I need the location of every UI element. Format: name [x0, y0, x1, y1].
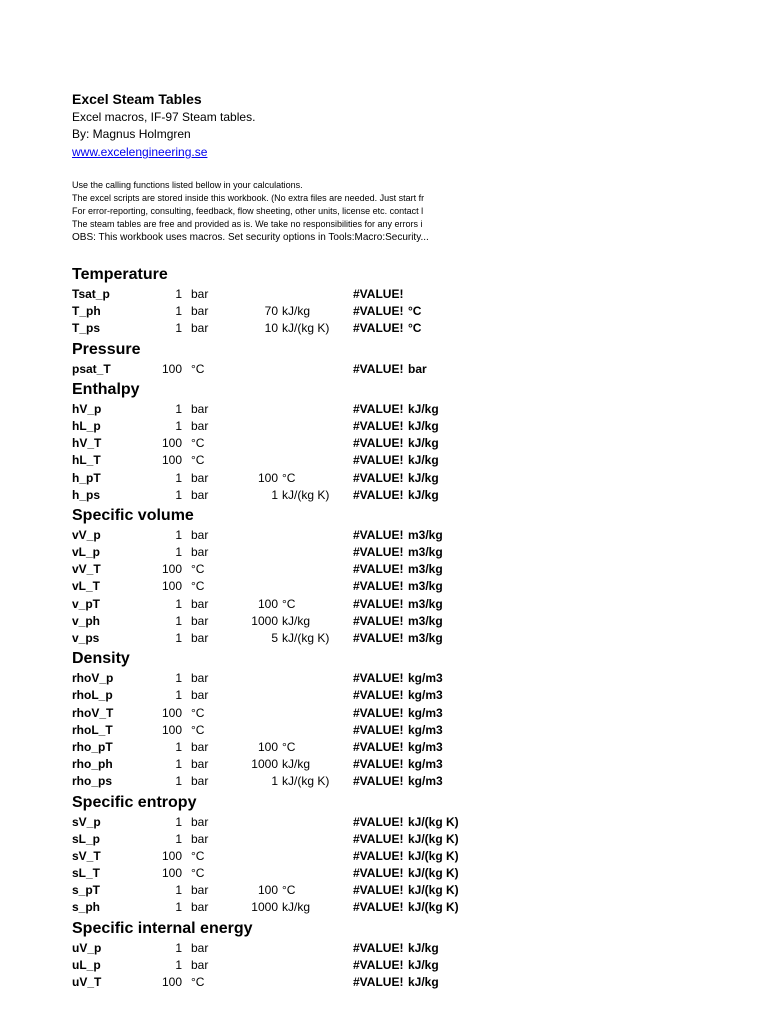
input1-value-cell[interactable]: 1 — [175, 613, 182, 628]
input1-value-cell[interactable]: 1 — [175, 814, 182, 829]
result-unit-cell[interactable]: kg/m3 — [408, 757, 443, 772]
table-row — [72, 561, 478, 578]
input1-unit-cell[interactable]: bar — [191, 304, 209, 319]
table-row — [72, 286, 478, 303]
input1-value-cell[interactable]: 100 — [161, 579, 182, 594]
input1-unit-cell[interactable]: bar — [191, 596, 209, 611]
input1-value-cell[interactable]: 1 — [175, 470, 182, 485]
input1-unit-cell[interactable]: °C — [191, 848, 205, 863]
result-unit-cell[interactable]: kJ/(kg K) — [408, 883, 459, 898]
table-row — [72, 435, 478, 452]
input2-value-cell[interactable]: 1000 — [251, 757, 278, 772]
input1-value-cell[interactable]: 1 — [175, 774, 182, 789]
input1-value-cell[interactable]: 100 — [161, 848, 182, 863]
input2-value-cell[interactable]: 100 — [257, 470, 278, 485]
note-line: The steam tables are free and provided as is. We take no responsibilities for any errors i — [72, 219, 423, 229]
result-unit-cell[interactable]: kJ/(kg K) — [408, 866, 459, 881]
result-cell[interactable]: #VALUE! — [353, 596, 404, 611]
function-name-cell[interactable]: hV_T — [72, 436, 102, 451]
input1-unit-cell[interactable]: °C — [191, 722, 205, 737]
result-cell[interactable]: #VALUE! — [353, 527, 404, 542]
result-cell[interactable]: #VALUE! — [353, 631, 404, 645]
result-cell[interactable]: #VALUE! — [353, 613, 404, 628]
result-unit-cell[interactable]: kg/m3 — [408, 774, 443, 789]
result-cell[interactable]: #VALUE! — [353, 705, 404, 720]
result-cell[interactable]: #VALUE! — [353, 940, 404, 955]
result-cell[interactable]: #VALUE! — [353, 688, 404, 703]
table-row — [72, 418, 478, 435]
input1-unit-cell[interactable]: bar — [191, 545, 209, 560]
input2-unit-cell[interactable]: kJ/(kg K) — [282, 487, 330, 502]
note-line: Use the calling functions listed bellow in your calculations. — [72, 180, 303, 190]
result-cell[interactable]: #VALUE! — [353, 866, 404, 881]
table-row — [72, 670, 478, 687]
function-name-cell[interactable]: h_ps — [72, 487, 101, 502]
input1-value-cell[interactable]: 1 — [175, 545, 182, 560]
table-row — [72, 401, 478, 418]
function-name-cell[interactable]: T_ph — [72, 304, 101, 319]
input2-unit-cell[interactable]: kJ/(kg K) — [282, 631, 330, 645]
result-unit-cell[interactable]: m3/kg — [408, 631, 443, 645]
table-row — [72, 756, 478, 773]
function-name-cell[interactable]: vV_T — [72, 562, 101, 577]
function-name-cell[interactable]: uV_p — [72, 940, 102, 955]
section-title: Density — [72, 650, 130, 668]
input1-unit-cell[interactable]: bar — [191, 470, 209, 485]
input1-unit-cell[interactable]: °C — [191, 436, 205, 451]
result-unit-cell[interactable]: kg/m3 — [408, 688, 443, 703]
function-name-cell[interactable]: Tsat_p — [72, 287, 110, 301]
section-title: Specific volume — [72, 506, 194, 524]
result-cell[interactable]: #VALUE! — [353, 418, 404, 433]
result-unit-cell[interactable]: bar — [408, 361, 427, 376]
table-row — [72, 705, 478, 722]
result-unit-cell[interactable]: kg/m3 — [408, 739, 443, 754]
result-unit-cell[interactable]: kJ/kg — [408, 418, 439, 433]
table-row — [72, 630, 478, 647]
input2-value-cell[interactable]: 100 — [257, 883, 278, 898]
result-unit-cell[interactable]: kJ/kg — [408, 957, 439, 972]
input1-value-cell[interactable]: 1 — [175, 940, 182, 955]
spreadsheet-page — [72, 90, 478, 991]
function-name-cell[interactable]: rho_ps — [72, 774, 113, 789]
input1-value-cell[interactable]: 1 — [175, 957, 182, 972]
input2-value-cell[interactable]: 5 — [271, 631, 278, 645]
input1-value-cell[interactable]: 1 — [175, 883, 182, 898]
result-cell[interactable]: #VALUE! — [353, 579, 404, 594]
result-cell[interactable]: #VALUE! — [353, 883, 404, 898]
result-unit-cell[interactable]: kJ/kg — [408, 453, 439, 468]
result-cell[interactable]: #VALUE! — [353, 287, 404, 301]
result-cell[interactable]: #VALUE! — [353, 453, 404, 468]
table-row — [72, 940, 478, 957]
result-cell[interactable]: #VALUE! — [353, 304, 404, 319]
result-unit-cell[interactable]: kJ/kg — [408, 436, 439, 451]
input1-value-cell[interactable]: 100 — [161, 722, 182, 737]
function-name-cell[interactable]: rhoV_T — [72, 705, 114, 720]
section — [72, 378, 478, 504]
result-unit-cell[interactable]: kJ/kg — [408, 401, 439, 416]
table-row — [72, 320, 478, 337]
result-unit-cell[interactable]: m3/kg — [408, 596, 443, 611]
function-sections — [72, 263, 478, 991]
input1-unit-cell[interactable]: bar — [191, 757, 209, 772]
section — [72, 263, 478, 338]
table-row — [72, 974, 478, 991]
input1-unit-cell[interactable]: bar — [191, 527, 209, 542]
input1-value-cell[interactable]: 100 — [161, 562, 182, 577]
table-row — [72, 578, 478, 595]
result-unit-cell[interactable]: kJ/kg — [408, 487, 439, 502]
result-unit-cell[interactable]: m3/kg — [408, 579, 443, 594]
input1-unit-cell[interactable]: bar — [191, 831, 209, 846]
input2-unit-cell[interactable]: °C — [282, 470, 296, 485]
result-unit-cell[interactable]: m3/kg — [408, 545, 443, 560]
input2-unit-cell[interactable]: kJ/kg — [282, 757, 311, 772]
result-unit-cell[interactable]: kJ/(kg K) — [408, 848, 459, 863]
input1-value-cell[interactable]: 1 — [175, 831, 182, 846]
section-title: Specific entropy — [72, 793, 197, 811]
result-cell[interactable]: #VALUE! — [353, 487, 404, 502]
table-row — [72, 814, 478, 831]
function-name-cell[interactable]: vV_p — [72, 527, 101, 542]
input1-unit-cell[interactable]: bar — [191, 631, 209, 645]
input1-unit-cell[interactable]: °C — [191, 361, 205, 376]
result-unit-cell[interactable]: m3/kg — [408, 527, 443, 542]
result-cell[interactable]: #VALUE! — [353, 722, 404, 737]
input1-unit-cell[interactable]: °C — [191, 705, 205, 720]
input1-unit-cell[interactable]: bar — [191, 671, 209, 686]
result-cell[interactable]: #VALUE! — [353, 900, 404, 915]
section-title: Pressure — [72, 340, 141, 358]
function-name-cell[interactable]: h_pT — [72, 470, 101, 485]
notes-block — [72, 179, 478, 231]
table-row — [72, 361, 478, 378]
input1-unit-cell[interactable]: bar — [191, 900, 209, 915]
input2-value-cell[interactable]: 10 — [264, 321, 278, 336]
table-row — [72, 882, 478, 899]
input1-value-cell[interactable]: 100 — [161, 975, 182, 989]
input2-unit-cell[interactable]: kJ/kg — [282, 613, 311, 628]
table-row — [72, 596, 478, 613]
website-link[interactable]: www.excelengineering.se — [72, 145, 208, 159]
input1-unit-cell[interactable]: bar — [191, 883, 209, 898]
result-unit-cell[interactable]: kJ/kg — [408, 470, 439, 485]
function-name-cell[interactable]: sV_T — [72, 848, 101, 863]
input1-value-cell[interactable]: 1 — [175, 487, 182, 502]
input2-unit-cell[interactable]: kJ/(kg K) — [282, 321, 330, 336]
input1-value-cell[interactable]: 1 — [175, 739, 182, 754]
result-cell[interactable]: #VALUE! — [353, 401, 404, 416]
input1-unit-cell[interactable]: °C — [191, 562, 205, 577]
result-cell[interactable]: #VALUE! — [353, 814, 404, 829]
input2-unit-cell[interactable]: kJ/kg — [282, 900, 311, 915]
function-name-cell[interactable]: rhoV_p — [72, 671, 114, 686]
input1-unit-cell[interactable]: bar — [191, 739, 209, 754]
result-unit-cell[interactable]: kg/m3 — [408, 705, 443, 720]
result-cell[interactable]: #VALUE! — [353, 831, 404, 846]
input2-value-cell[interactable]: 70 — [264, 304, 278, 319]
result-unit-cell[interactable]: kJ/kg — [408, 940, 439, 955]
result-unit-cell[interactable]: kJ/(kg K) — [408, 831, 459, 846]
function-name-cell[interactable]: v_pT — [72, 596, 101, 611]
note-line: For error-reporting, consulting, feedback, flow sheeting, other units, license etc. contact l — [72, 206, 424, 216]
table-row — [72, 865, 478, 882]
section — [72, 504, 478, 647]
input2-unit-cell[interactable]: kJ/kg — [282, 304, 311, 319]
input1-unit-cell[interactable]: bar — [191, 287, 209, 301]
input1-value-cell[interactable]: 1 — [175, 401, 182, 416]
result-cell[interactable]: #VALUE! — [353, 470, 404, 485]
table-row — [72, 687, 478, 704]
result-unit-cell[interactable]: kg/m3 — [408, 671, 443, 686]
note-line: The excel scripts are stored inside this workbook. (No extra files are needed. Just start fr — [72, 193, 425, 203]
input1-unit-cell[interactable]: °C — [191, 866, 205, 881]
input2-value-cell[interactable]: 1 — [271, 774, 278, 789]
result-cell[interactable]: #VALUE! — [353, 436, 404, 451]
section-title: Temperature — [72, 266, 168, 283]
document-subtitle: Excel macros, IF-97 Steam tables. — [72, 110, 256, 124]
input2-value-cell[interactable]: 100 — [257, 596, 278, 611]
function-name-cell[interactable]: s_pT — [72, 883, 101, 898]
table-row — [72, 739, 478, 756]
function-name-cell[interactable]: hL_p — [72, 418, 101, 433]
input2-unit-cell[interactable]: °C — [282, 883, 296, 898]
result-unit-cell[interactable]: °C — [408, 321, 422, 336]
function-name-cell[interactable]: sV_p — [72, 814, 101, 829]
result-cell[interactable]: #VALUE! — [353, 757, 404, 772]
table-row — [72, 544, 478, 561]
input1-unit-cell[interactable]: bar — [191, 957, 209, 972]
result-cell[interactable]: #VALUE! — [353, 321, 404, 336]
function-name-cell[interactable]: vL_T — [72, 579, 101, 594]
function-name-cell[interactable]: s_ph — [72, 900, 101, 915]
function-name-cell[interactable]: rho_pT — [72, 739, 113, 754]
result-unit-cell[interactable]: kJ/(kg K) — [408, 814, 459, 829]
table-row — [72, 957, 478, 974]
result-unit-cell[interactable]: m3/kg — [408, 562, 443, 577]
input1-value-cell[interactable]: 100 — [161, 436, 182, 451]
input1-unit-cell[interactable]: bar — [191, 814, 209, 829]
function-name-cell[interactable]: rhoL_T — [72, 722, 113, 737]
input1-unit-cell[interactable]: bar — [191, 321, 209, 336]
input1-value-cell[interactable]: 1 — [175, 287, 182, 301]
input2-value-cell[interactable]: 1000 — [251, 900, 278, 915]
result-cell[interactable]: #VALUE! — [353, 848, 404, 863]
input1-unit-cell[interactable]: °C — [191, 453, 205, 468]
input1-value-cell[interactable]: 100 — [161, 453, 182, 468]
input1-unit-cell[interactable]: °C — [191, 579, 205, 594]
function-name-cell[interactable]: v_ps — [72, 631, 100, 645]
table-row — [72, 899, 478, 916]
table-row — [72, 303, 478, 320]
table-row — [72, 527, 478, 544]
input1-value-cell[interactable]: 1 — [175, 527, 182, 542]
input1-unit-cell[interactable]: bar — [191, 688, 209, 703]
section-title: Enthalpy — [72, 380, 140, 398]
input1-value-cell[interactable]: 1 — [175, 418, 182, 433]
section — [72, 647, 478, 790]
table-row — [72, 722, 478, 739]
input1-value-cell[interactable]: 100 — [161, 866, 182, 881]
input1-value-cell[interactable]: 1 — [175, 900, 182, 915]
input1-unit-cell[interactable]: °C — [191, 975, 205, 989]
function-name-cell[interactable]: v_ph — [72, 613, 101, 628]
input1-value-cell[interactable]: 100 — [161, 361, 182, 376]
input1-value-cell[interactable]: 1 — [175, 321, 182, 336]
table-row — [72, 470, 478, 487]
author-line: By: Magnus Holmgren — [72, 127, 191, 141]
table-row — [72, 613, 478, 630]
result-unit-cell[interactable]: m3/kg — [408, 613, 443, 628]
function-name-cell[interactable]: rhoL_p — [72, 688, 113, 703]
function-name-cell[interactable]: uV_T — [72, 975, 102, 989]
input1-value-cell[interactable]: 1 — [175, 671, 182, 686]
function-name-cell[interactable]: psat_T — [72, 361, 111, 376]
table-row — [72, 848, 478, 865]
result-cell[interactable]: #VALUE! — [353, 975, 404, 989]
result-cell[interactable]: #VALUE! — [353, 545, 404, 560]
input2-unit-cell[interactable]: °C — [282, 596, 296, 611]
input1-unit-cell[interactable]: bar — [191, 418, 209, 433]
input1-unit-cell[interactable]: bar — [191, 401, 209, 416]
result-cell[interactable]: #VALUE! — [353, 361, 404, 376]
input2-unit-cell[interactable]: kJ/(kg K) — [282, 774, 330, 789]
result-cell[interactable]: #VALUE! — [353, 957, 404, 972]
table-row — [72, 831, 478, 848]
input1-unit-cell[interactable]: bar — [191, 940, 209, 955]
input1-unit-cell[interactable]: bar — [191, 487, 209, 502]
result-unit-cell[interactable]: kJ/kg — [408, 975, 439, 989]
input2-value-cell[interactable]: 100 — [257, 739, 278, 754]
input1-value-cell[interactable]: 1 — [175, 304, 182, 319]
section — [72, 917, 478, 992]
input1-value-cell[interactable]: 1 — [175, 596, 182, 611]
table-row — [72, 487, 478, 504]
function-name-cell[interactable]: rho_ph — [72, 757, 113, 772]
result-cell[interactable]: #VALUE! — [353, 562, 404, 577]
input2-unit-cell[interactable]: °C — [282, 739, 296, 754]
input1-unit-cell[interactable]: bar — [191, 774, 209, 789]
result-unit-cell[interactable]: kg/m3 — [408, 722, 443, 737]
function-name-cell[interactable]: vL_p — [72, 545, 101, 560]
input1-value-cell[interactable]: 1 — [175, 757, 182, 772]
table-row — [72, 773, 478, 790]
input1-value-cell[interactable]: 1 — [175, 688, 182, 703]
result-cell[interactable]: #VALUE! — [353, 739, 404, 754]
result-cell[interactable]: #VALUE! — [353, 774, 404, 789]
function-name-cell[interactable]: hV_p — [72, 401, 102, 416]
input2-value-cell[interactable]: 1000 — [251, 613, 278, 628]
function-name-cell[interactable]: uL_p — [72, 957, 101, 972]
input1-value-cell[interactable]: 100 — [161, 705, 182, 720]
document-title: Excel Steam Tables — [72, 91, 202, 107]
section — [72, 338, 478, 378]
result-unit-cell[interactable]: °C — [408, 304, 422, 319]
result-cell[interactable]: #VALUE! — [353, 671, 404, 686]
input1-unit-cell[interactable]: bar — [191, 613, 209, 628]
function-name-cell[interactable]: sL_p — [72, 831, 101, 846]
input1-value-cell[interactable]: 1 — [175, 631, 182, 645]
macro-warning: OBS: This workbook uses macros. Set security options in Tools:Macro:Security... — [72, 232, 429, 243]
section-title: Specific internal energy — [72, 919, 253, 937]
function-name-cell[interactable]: sL_T — [72, 866, 101, 881]
function-name-cell[interactable]: hL_T — [72, 453, 101, 468]
result-unit-cell[interactable]: kJ/(kg K) — [408, 900, 459, 915]
input2-value-cell[interactable]: 1 — [271, 487, 278, 502]
function-name-cell[interactable]: T_ps — [72, 321, 101, 336]
section — [72, 791, 478, 917]
table-row — [72, 452, 478, 469]
